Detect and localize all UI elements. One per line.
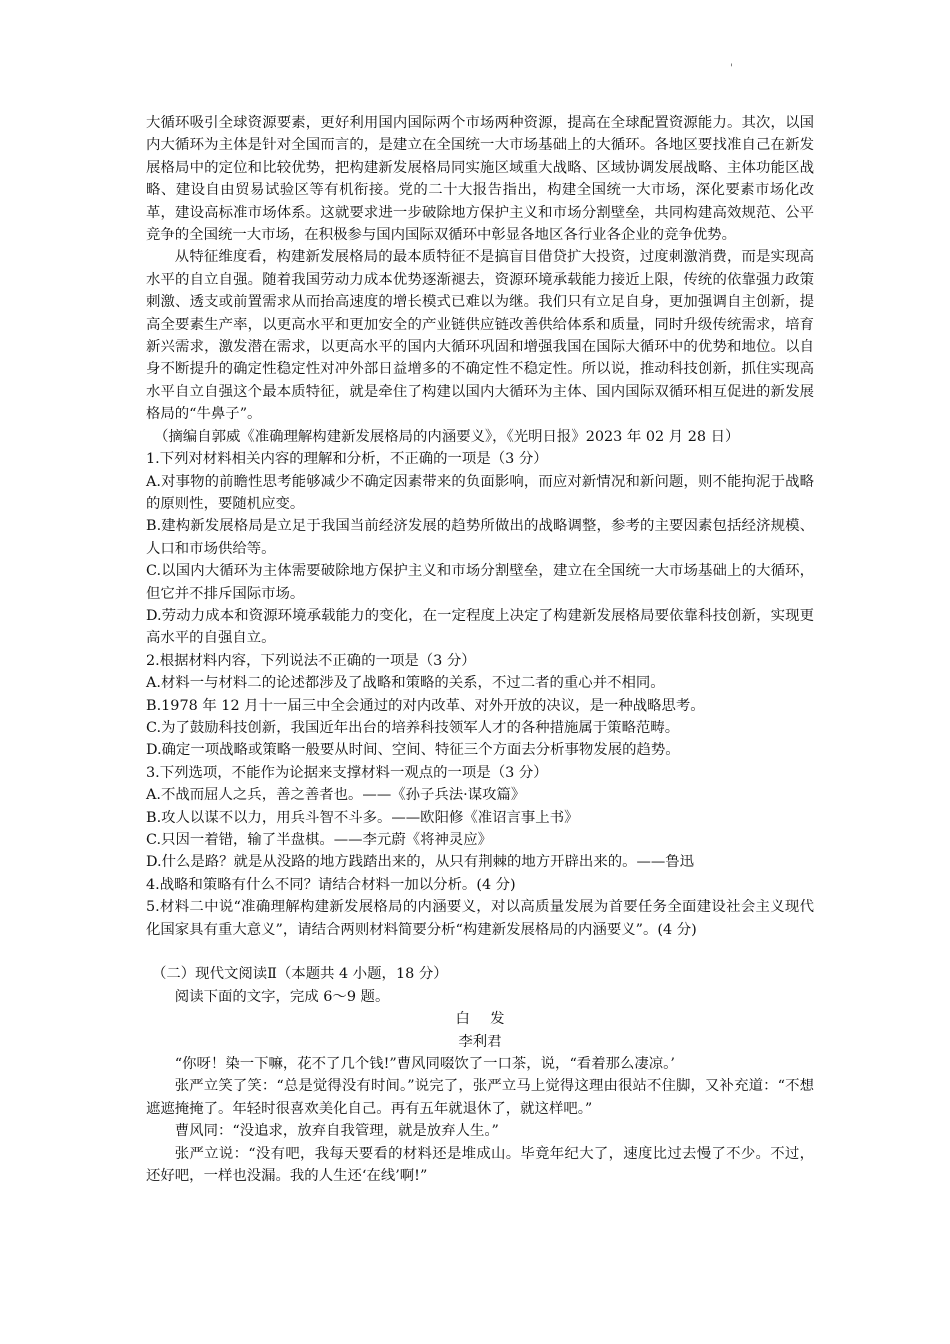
question-2-option-d: D.确定一项战略或策略一般要从时间、空间、特征三个方面去分析事物发展的趋势。 — [146, 742, 680, 759]
story-paragraph-2: 张严立笑了笑：“总是觉得没有时间。”说完了，张严立马上觉得这理由很站不住脚，又补充道：“不想遮遮掩掩了。年轻时很喜欢美化自己。再有五年就退休了，就这样吧。” — [146, 1078, 814, 1117]
section-2-instruction: 阅读下面的文字，完成 6～9 题。 — [174, 988, 390, 1005]
story-paragraph-3: 曹风同：“没追求，放弃自我管理，就是放弃人生。” — [174, 1123, 499, 1140]
question-2-option-b: B.1978 年 12 月十一届三中全会通过的对内改革、对外开放的决议，是一种战略思考。 — [146, 697, 705, 714]
question-2-option-c: C.为了鼓励科技创新，我国近年出台的培养科技领军人才的各种措施属于策略范畴。 — [146, 719, 680, 736]
section-gap — [146, 941, 814, 963]
question-4: 4.战略和策略有什么不同？请结合材料一加以分析。(4 分) — [146, 876, 516, 893]
question-2: 2.根据材料内容，下列说法不正确的一项是（3 分） — [146, 652, 476, 669]
story-paragraph-1: “你呀！染一下嘛，花不了几个钱!”曹风同啜饮了一口茶，说，“看着那么凄凉。’ — [174, 1056, 675, 1073]
question-2-option-a: A.材料一与材料二的论述都涉及了战略和策略的关系，不过二者的重心并不相同。 — [146, 675, 665, 692]
material-paragraph-2: 从特征维度看，构建新发展格局的最本质特征不是搞盲目借贷扩大投资，过度刺激消费，而是实现高水平的自立自强。随着我国劳动力成本优势逐渐褪去，资源环境承载能力接近上限，传统的依靠强力政策刺激、透支或前置需求从而抬高速度的增长模式已难以为继。我们只有立足自身，更加强调自主创新，提高全要素生产率，以更高水平和更加安全的产业链供应链改善供给体系和质量，同时升级传统需求，培育新兴需求，激发潜在需求，以更高水平的国内大循环巩固和增强我国在国际大循环中的优势和地位。以自身不断提升的确定性稳定性对冲外部日益增多的不确定性不稳定性。所以说，推动科技创新，抓住实现高水平自立自强这个最本质特征，就是牵住了构建以国内大循环为主体、国内国际双循环相互促进的新发展格局的“牛鼻子”。 — [146, 249, 814, 423]
section-2-heading: （二）现代文阅读Ⅱ（本题共 4 小题，18 分） — [152, 966, 448, 983]
question-3-option-c: C.只因一着错，输了半盘棋。——李元蔚《将神灵应》 — [146, 832, 493, 848]
page-mark: ' — [730, 63, 733, 74]
question-1-option-c: C.以国内大循环为主体需要破除地方保护主义和市场分割壁垒，建立在全国统一大市场基础上的大循环，但它并不排斥国际市场。 — [146, 563, 814, 602]
story-title: 白发 — [455, 1011, 525, 1028]
question-1-option-b: B.建构新发展格局是立足于我国当前经济发展的趋势所做出的战略调整，参考的主要因素包括经济规模、人口和市场供给等。 — [146, 518, 814, 557]
question-1-option-d: D.劳动力成本和资源环境承载能力的变化，在一定程度上决定了构建新发展格局要依靠科技创新，实现更高水平的自强自立。 — [146, 607, 814, 647]
story-author: 李利君 — [458, 1033, 502, 1050]
question-3: 3.下列选项，不能作为论据来支撑材料一观点的一项是（3 分） — [146, 764, 548, 781]
document-body — [146, 112, 814, 1187]
question-5: 5.材料二中说“准确理解构建新发展格局的内涵要义，对以高质量发展为首要任务全面建设社会主义现代化国家具有重大意义”，请结合两则材料简要分析“构建新发展格局的内涵要义”。(4 分) — [146, 899, 814, 938]
question-1-option-a: A.对事物的前瞻性思考能够减少不确定因素带来的负面影响，而应对新情况和新问题，则不能拘泥于战略的原则性，要随机应变。 — [146, 473, 814, 512]
question-3-option-a: A.不战而屈人之兵，善之善者也。——《孙子兵法·谋攻篇》 — [146, 787, 526, 804]
material-paragraph-1: 大循环吸引全球资源要素，更好利用国内国际两个市场两种资源，提高在全球配置资源能力。其次，以国内大循环为主体是针对全国而言的，是建立在全国统一大市场基础上的大循环。各地区要找准自己在新发展格局中的定位和比较优势，把构建新发展格局同实施区域重大战略、区域协调发展战略、主体功能区战略、建设自由贸易试验区等有机衔接。党的二十大报告指出，构建全国统一大市场，深化要素市场化改革，建设高标准市场体系。这就要求进一步破除地方保护主义和市场分割壁垒，共同构建高效规范、公平竞争的全国统一大市场，在积极参与国内国际双循环中彰显各地区各行业各企业的竞争优势。 — [146, 115, 814, 244]
question-3-option-b: B.攻人以谋不以力，用兵斗智不斗多。——欧阳修《准诏言事上书》 — [146, 809, 579, 826]
story-paragraph-4: 张严立说：“没有吧，我每天要看的材料还是堆成山。毕竟年纪大了，速度比过去慢了不少。不过，还好吧，一样也没漏。我的人生还‘在线’啊!” — [146, 1145, 814, 1185]
question-3-option-d: D.什么是路？就是从没路的地方践踏出来的，从只有荆棘的地方开辟出来的。——鲁迅 — [146, 854, 695, 871]
question-1: 1.下列对材料相关内容的理解和分析，不正确的一项是（3 分） — [146, 451, 548, 468]
material-source: （摘编自郭威《准确理解构建新发展格局的内涵要义》，《光明日报》2023 年 02 月 28 日） — [154, 428, 740, 445]
